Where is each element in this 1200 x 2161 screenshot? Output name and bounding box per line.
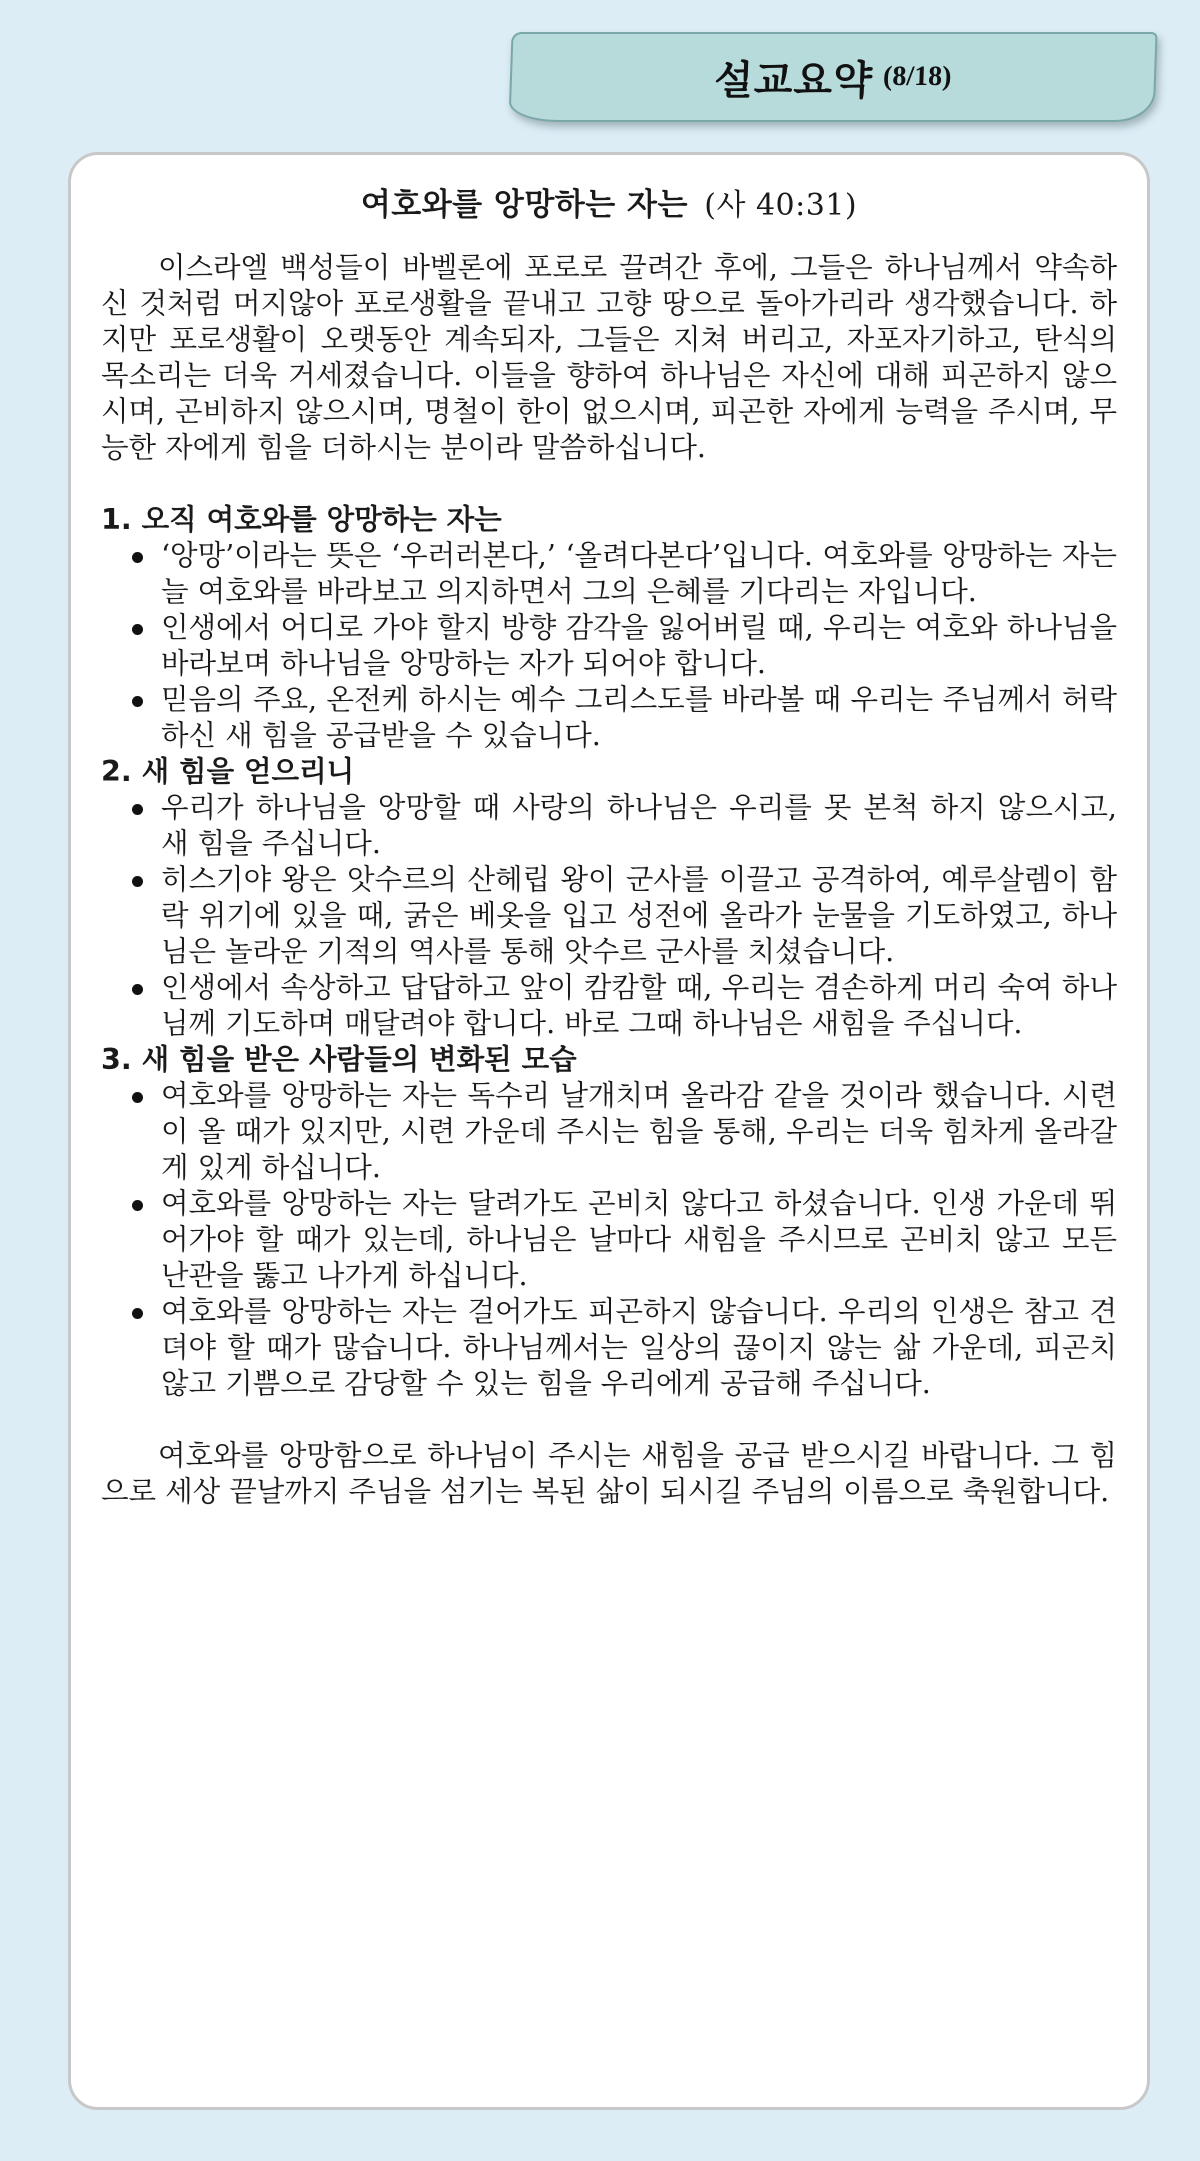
intro-paragraph: 이스라엘 백성들이 바벨론에 포로로 끌려간 후에, 그들은 하나님께서 약속하신 것처럼 머지않아 포로생활을 끝내고 고향 땅으로 돌아가리라 생각했습니다. 하지만 포로생활이 오랫동안 계속되자, 그들은 지쳐 버리고, 자포자기하고, 탄식의 목소리는 더욱 거세졌습니다. 이들을 향하여 하나님은 자신에 대해 피곤하지 않으시며, 곤비하지 않으시며, 명철이 한이 없으시며, 피곤한 자에게 능력을 주시며, 무능한 자에게 힘을 더하시는 분이라 말씀하십니다. [101,251,1117,464]
bullet-list [101,790,1117,1042]
bullet-list [101,538,1117,754]
sermon-title-line [101,179,1117,224]
paragraph-spacer [101,1402,1117,1438]
bullet-item: 히스기야 왕은 앗수르의 산헤립 왕이 군사를 이끌고 공격하여, 예루살렘이 함락 위기에 있을 때, 굵은 베옷을 입고 성전에 올라가 눈물을 기도하였고, 하나님은 놀라운 기적의 역사를 통해 앗수르 군사를 치셨습니다. [161,863,1117,968]
section-2 [101,754,1117,1042]
section-heading: 1. 오직 여호와를 앙망하는 자는 [101,503,502,536]
sermon-summary-card [68,152,1150,2110]
bullet-item: 믿음의 주요, 온전케 하시는 예수 그리스도를 바라볼 때 우리는 주님께서 허락하신 새 힘을 공급받을 수 있습니다. [161,683,1117,752]
scripture-reference: (사 40:31) [704,188,858,223]
closing-paragraph: 여호와를 앙망함으로 하나님이 주시는 새힘을 공급 받으시길 바랍니다. 그 힘으로 세상 끝날까지 주님을 섬기는 복된 삶이 되시길 주님의 이름으로 축원합니다. [101,1439,1117,1508]
bullet-item: ‘앙망’이라는 뜻은 ‘우러러본다,’ ‘올려다본다’입니다. 여호와를 앙망하는 자는 늘 여호와를 바라보고 의지하면서 그의 은혜를 기다리는 자입니다. [161,539,1117,608]
bullet-item: 여호와를 앙망하는 자는 걸어가도 피곤하지 않습니다. 우리의 인생은 참고 견뎌야 할 때가 많습니다. 하나님께서는 일상의 끊이지 않는 삶 가운데, 피곤치 않고 기쁨으로 감당할 수 있는 힘을 우리에게 공급해 주십니다. [161,1295,1117,1400]
section-heading: 2. 새 힘을 얻으리니 [101,755,355,788]
header-title: 설교요약 [713,57,874,104]
paragraph-spacer [101,466,1117,502]
section-1 [101,502,1117,754]
section-3 [101,1042,1117,1402]
section-heading: 3. 새 힘을 받은 사람들의 변화된 모습 [101,1043,577,1076]
bullet-item: 여호와를 앙망하는 자는 달려가도 곤비치 않다고 하셨습니다. 인생 가운데 뛰어가야 할 때가 있는데, 하나님은 날마다 새힘을 주시므로 곤비치 않고 모든 난관을 뚫고 나가게 하십니다. [161,1187,1117,1292]
bullet-list [101,1078,1117,1402]
bullet-item: 인생에서 어디로 가야 할지 방향 감각을 잃어버릴 때, 우리는 여호와 하나님을 바라보며 하나님을 앙망하는 자가 되어야 합니다. [161,611,1117,680]
header-date: (8/18) [882,61,953,92]
bullet-item: 우리가 하나님을 앙망할 때 사랑의 하나님은 우리를 못 본척 하지 않으시고, 새 힘을 주십니다. [161,791,1117,860]
bullet-item: 여호와를 앙망하는 자는 독수리 날개치며 올라감 같을 것이라 했습니다. 시련이 올 때가 있지만, 시련 가운데 주시는 힘을 통해, 우리는 더욱 힘차게 올라갈게 있게 하십니다. [161,1079,1117,1184]
sermon-title: 여호와를 앙망하는 자는 [360,187,688,223]
bullet-item: 인생에서 속상하고 답답하고 앞이 캄캄할 때, 우리는 겸손하게 머리 숙여 하나님께 기도하며 매달려야 합니다. 바로 그때 하나님은 새힘을 주십니다. [161,971,1117,1040]
header-tab [508,32,1157,122]
